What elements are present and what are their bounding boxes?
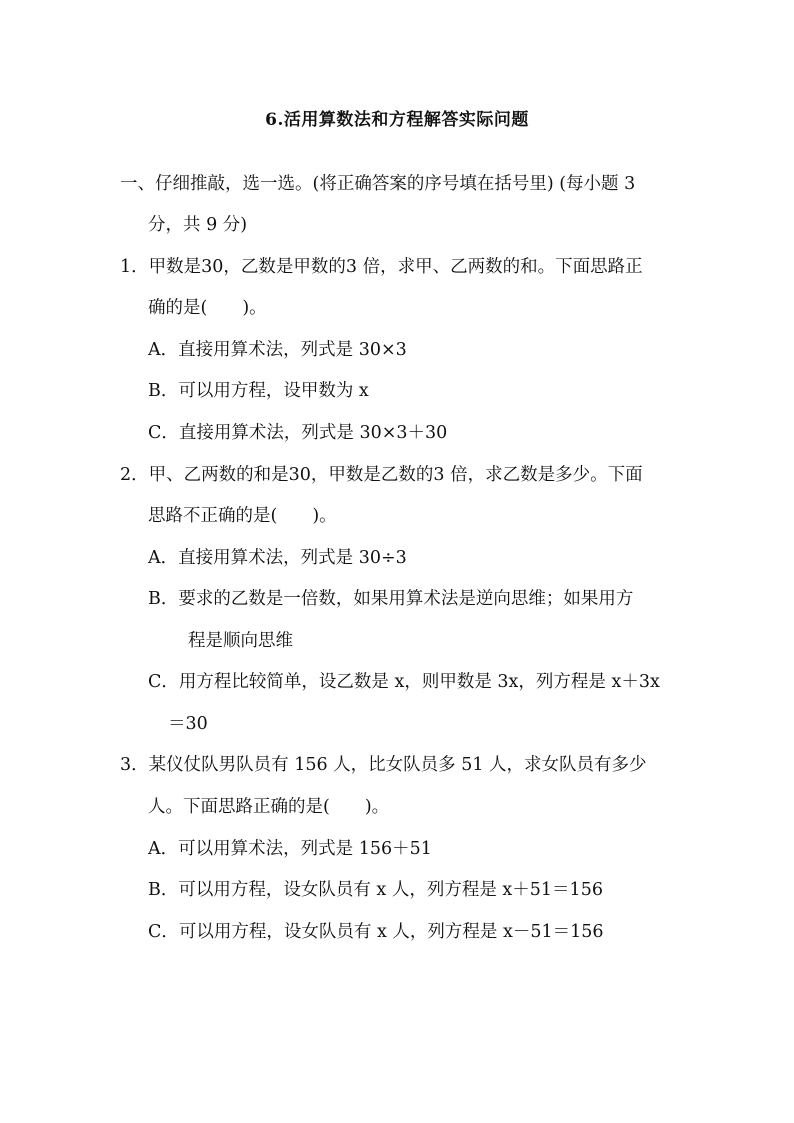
question-3-option-a: A．可以用算术法，列式是 156＋51 xyxy=(148,839,432,859)
question-2-option-a: A．直接用算术法，列式是 30÷3 xyxy=(148,548,407,568)
question-1-option-c: C．直接用算术法，列式是 30×3＋30 xyxy=(148,423,448,443)
question-3-option-b: B．可以用方程，设女队员有 x 人，列方程是 x＋51＝156 xyxy=(148,880,603,900)
section-heading-cont: 分，共 9 分) xyxy=(148,215,248,235)
question-3-stem-cont: 人。下面思路正确的是( )。 xyxy=(148,797,390,817)
question-1-stem: 1．甲数是30，乙数是甲数的3 倍，求甲、乙两数的和。下面思路正 xyxy=(120,257,643,277)
question-2-option-c-cont: ＝30 xyxy=(168,714,208,734)
question-1-option-b: B．可以用方程，设甲数为 x xyxy=(148,381,369,401)
question-2-stem: 2．甲、乙两数的和是30，甲数是乙数的3 倍，求乙数是多少。下面 xyxy=(120,465,643,485)
question-3-option-c: C．可以用方程，设女队员有 x 人，列方程是 x－51＝156 xyxy=(148,922,604,942)
question-2-option-b-cont: 程是顺向思维 xyxy=(188,631,293,651)
question-1-option-a: A．直接用算术法，列式是 30×3 xyxy=(148,340,407,360)
page-title: 6.活用算数法和方程解答实际问题 xyxy=(265,110,529,130)
question-2-option-c: C．用方程比较简单，设乙数是 x，则甲数是 3x，列方程是 x＋3x xyxy=(148,672,660,692)
section-heading: 一、仔细推敲，选一选。(将正确答案的序号填在括号里) (每小题 3 xyxy=(120,174,636,194)
question-1-stem-cont: 确的是( )。 xyxy=(148,298,267,318)
question-2-stem-cont: 思路不正确的是( )。 xyxy=(148,506,337,526)
question-2-option-b: B．要求的乙数是一倍数，如果用算术法是逆向思维；如果用方 xyxy=(148,589,634,609)
question-3-stem: 3．某仪仗队男队员有 156 人，比女队员多 51 人，求女队员有多少 xyxy=(120,755,647,775)
